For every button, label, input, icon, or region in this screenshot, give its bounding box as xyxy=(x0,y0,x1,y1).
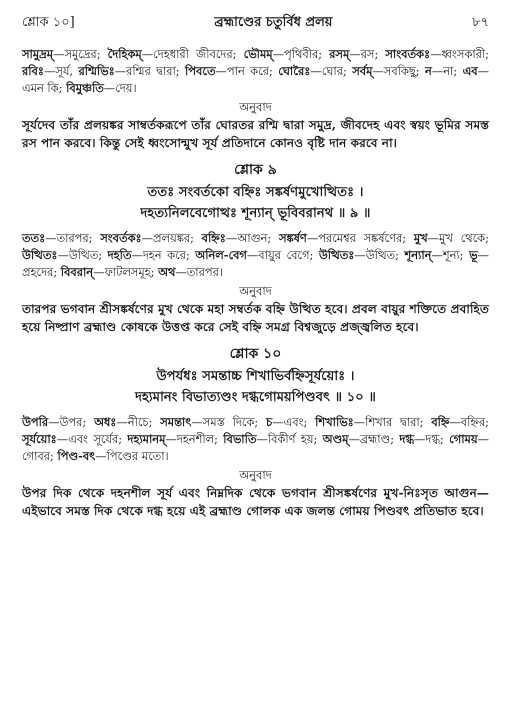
gloss-term: উপরি xyxy=(22,415,49,429)
gloss-meaning: —তারপর; xyxy=(45,231,101,245)
gloss-meaning: —প্রহদের; xyxy=(22,248,489,279)
header-chapter-title: ব্রহ্মাণ্ডের চতুর্বিধ প্রলয় xyxy=(214,15,333,30)
gloss-term: মুখ xyxy=(413,231,428,245)
gloss-term: দৈহিকম্ xyxy=(107,47,142,61)
sanskrit-verse xyxy=(22,182,489,224)
gloss-meaning: —পিণ্ডের মতো। xyxy=(95,449,169,463)
gloss-meaning: —প্রলয়ঙ্কর; xyxy=(141,231,202,245)
gloss-term: সূর্যয়োঃ xyxy=(22,432,57,446)
gloss-meaning: —সমুদ্রের; xyxy=(53,47,108,61)
gloss-term: এব xyxy=(462,64,478,78)
translation-label: অনুবাদ xyxy=(239,100,272,114)
gloss-term: ভূ xyxy=(469,248,478,262)
gloss-term: ততঃ xyxy=(22,231,46,245)
gloss-term: সর্বম্ xyxy=(352,64,373,78)
gloss-term: উত্থিতঃ xyxy=(22,248,58,262)
gloss-meaning: —তারপর। xyxy=(175,265,223,279)
gloss-meaning: —পান করে; xyxy=(215,64,279,78)
gloss-term: সংবর্তকঃ xyxy=(100,231,142,245)
gloss-meaning: —উপর; xyxy=(48,415,95,429)
gloss-term: সামুদ্রম্ xyxy=(22,47,54,61)
gloss-meaning: —উত্থিত; xyxy=(57,248,108,262)
gloss-meaning: —রশ্মির দ্বারা; xyxy=(114,64,186,78)
gloss-meaning: —এবং; xyxy=(272,415,316,429)
gloss-meaning: —ধ্বংসকারী; xyxy=(430,47,490,61)
gloss-term: বিমুঞ্চতি xyxy=(66,81,104,95)
section-verse-10 xyxy=(22,344,489,520)
gloss-meaning: —এমন কি; xyxy=(22,64,490,95)
gloss-term: রসম্ xyxy=(329,47,350,61)
gloss-meaning: —বহ্নির; xyxy=(449,415,489,429)
gloss-term: রশ্মিভিঃ xyxy=(78,64,115,78)
gloss-meaning: —ঘোর; xyxy=(310,64,353,78)
verse-line: উপর্যধঃ সমন্তাচ্চ শিখাভির্বহ্নিসূর্যয়োঃ । xyxy=(156,369,355,384)
gloss-meaning: —আগুন; xyxy=(225,231,279,245)
section-verse-8-continued xyxy=(22,46,489,152)
gloss-term: অণ্ডম্ xyxy=(322,432,349,446)
gloss-meaning: —দহন করে; xyxy=(131,248,196,262)
gloss-meaning: —সবকিছু; xyxy=(372,64,426,78)
gloss-term: বিবরান্ xyxy=(60,265,94,279)
gloss-term: পিবতে xyxy=(185,64,216,78)
gloss-meaning: —দহনশীল; xyxy=(165,432,224,446)
verse-line: ততঃ সংবর্তকো বহ্নিঃ সঙ্কর্ষণমুখোত্থিতঃ । xyxy=(147,185,364,200)
gloss-term: অনিল-বেগ xyxy=(195,248,247,262)
gloss-term: বিভাতি xyxy=(223,432,257,446)
gloss-meaning: —দগ্ধ; xyxy=(414,432,450,446)
gloss-term: ভৌমম্ xyxy=(243,47,273,61)
word-gloss xyxy=(22,230,489,281)
verse-heading: শ্লোক ৯ xyxy=(234,162,277,178)
gloss-term: দগ্ধ xyxy=(399,432,414,446)
gloss-term: অধঃ xyxy=(94,415,117,429)
gloss-meaning: —এবং সূর্যের; xyxy=(56,432,128,446)
gloss-term: শিখাভিঃ xyxy=(315,415,354,429)
page-number: ৮৭ xyxy=(472,15,489,30)
gloss-meaning: —দেয়। xyxy=(103,81,137,95)
gloss-term: দহ্যমানম্ xyxy=(127,432,166,446)
gloss-term: শূন্যান্ xyxy=(404,248,432,262)
running-header xyxy=(22,14,489,32)
gloss-term: অথ xyxy=(158,265,176,279)
gloss-meaning: —দেহধারী জীবদের; xyxy=(141,47,244,61)
gloss-meaning: —নীচে; xyxy=(116,415,161,429)
gloss-meaning: —শিখার দ্বারা; xyxy=(353,415,432,429)
sanskrit-verse xyxy=(22,366,489,408)
gloss-meaning: —বিকীর্ণ হয়; xyxy=(256,432,323,446)
gloss-term: গোময় xyxy=(449,432,478,446)
translation-text: তারপর ভগবান শ্রীসঙ্কর্ষণের মুখ থেকে মহা সম্বর্তক বহ্নি উত্থিত হবে। প্রবল বায়ুর শক্তিতে প্রবাহিত হয়ে নিষ্প্রাণ ব্রহ্মাণ্ড কোষকে উত্তপ্ত করে সেই বহ্নি সমগ্র বিশ্বজুড়ে প্রজ্জ্বলিত হবে। xyxy=(22,302,489,334)
gloss-term: ঘোরৈঃ xyxy=(278,64,311,78)
translation-label: অনুবাদ xyxy=(239,468,272,482)
gloss-meaning: —না; xyxy=(431,64,463,78)
translation-label: অনুবাদ xyxy=(239,284,272,298)
gloss-meaning: —রস; xyxy=(349,47,386,61)
word-gloss xyxy=(22,414,489,465)
gloss-meaning: —পৃথিবীর; xyxy=(272,47,330,61)
translation-text: উপর দিক থেকে দহনশীল সূর্য এবং নিম্নদিক থেকে ভগবান শ্রীসঙ্কর্ষণের মুখ-নিঃসৃত আগুন—এইভাবে সমস্ত দিক থেকে দগ্ধ হয়ে এই ব্রহ্মাণ্ড গোলক এক জলন্ত গোময় পিণ্ডবৎ প্রতিভাত হবে। xyxy=(22,486,489,518)
gloss-term: চ xyxy=(266,415,273,429)
gloss-term: সাংবর্তকঃ xyxy=(385,47,431,61)
gloss-term: ন xyxy=(425,64,432,78)
gloss-term: বহ্নিঃ xyxy=(201,231,226,245)
gloss-term: উত্থিতঃ xyxy=(318,248,355,262)
gloss-meaning: —গোবর; xyxy=(22,432,489,463)
gloss-meaning: —ব্রহ্মাণ্ড; xyxy=(348,432,400,446)
verse-line: দহ্যমানং বিভাত্যণ্ডং দগ্ধগোময়পিণ্ডবৎ ॥ ১০ ॥ xyxy=(135,390,376,405)
gloss-meaning: —পরমেশ্বর সঙ্কর্ষণের; xyxy=(306,231,414,245)
gloss-meaning: —শূন্য; xyxy=(431,248,470,262)
gloss-term: দহতি xyxy=(107,248,132,262)
section-verse-9 xyxy=(22,160,489,336)
word-gloss xyxy=(22,46,489,97)
gloss-meaning: —বায়ুর বেগে; xyxy=(246,248,319,262)
verse-line: দহত্যনিলবেগোত্থঃ শূন্যান্ ভূবিবরানথ ॥ ৯ ॥ xyxy=(140,206,371,221)
gloss-meaning: —সূর্য, xyxy=(43,64,79,78)
gloss-term: সঙ্কর্ষণ xyxy=(278,231,307,245)
gloss-meaning: —সমস্ত দিকে; xyxy=(191,415,267,429)
header-verse-ref: শ্লোক ১০] xyxy=(22,15,75,30)
gloss-term: পিণ্ড-বৎ xyxy=(57,449,96,463)
gloss-meaning: —মুখ থেকে; xyxy=(427,231,489,245)
verse-heading: শ্লোক ১০ xyxy=(229,346,282,362)
gloss-meaning: —ফাটলসমূহ; xyxy=(93,265,159,279)
translation-text: সূর্যদেব তাঁর প্রলয়ঙ্কর সাম্বর্তকরূপে তাঁর ঘোরতর রশ্মি দ্বারা সমুদ্র, জীবদেহ এবং স্বয়ং ভূমির সমস্ত রস পান করবে। কিন্তু সেই ধ্বংসোন্মুখ সূর্য প্রতিদানে কোনও বৃষ্টি দান করবে না। xyxy=(22,118,489,150)
gloss-term: সমন্তাৎ xyxy=(160,415,192,429)
gloss-term: বহ্নি xyxy=(431,415,450,429)
gloss-term: রবিঃ xyxy=(22,64,44,78)
gloss-meaning: —উত্থিত; xyxy=(354,248,405,262)
